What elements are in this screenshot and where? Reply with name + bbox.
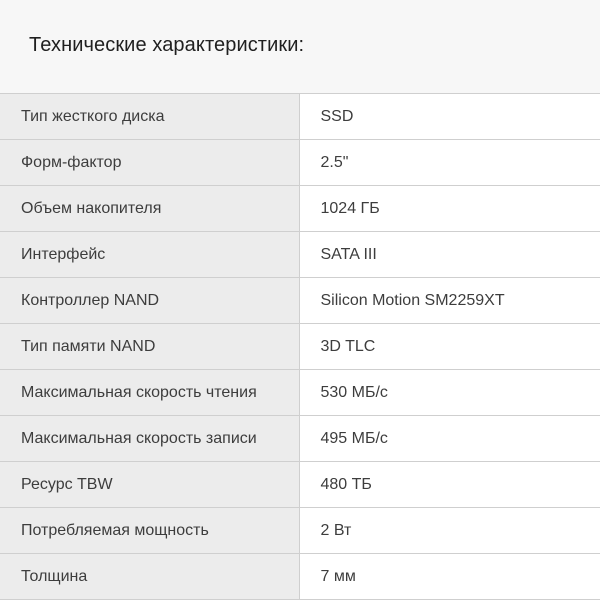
specifications-table xyxy=(0,93,600,600)
spec-row-capacity xyxy=(0,186,600,232)
spec-name: Толщина xyxy=(0,554,299,600)
spec-name: Ресурс TBW xyxy=(0,462,299,508)
spec-row-thickness xyxy=(0,554,600,600)
spec-name: Форм-фактор xyxy=(0,140,299,186)
spec-row-form-factor xyxy=(0,140,600,186)
spec-name: Максимальная скорость чтения xyxy=(0,370,299,416)
spec-value: 480 ТБ xyxy=(299,462,600,508)
spec-value: 1024 ГБ xyxy=(299,186,600,232)
spec-header xyxy=(0,0,600,93)
spec-row-memory-type xyxy=(0,324,600,370)
spec-name: Объем накопителя xyxy=(0,186,299,232)
spec-row-tbw xyxy=(0,462,600,508)
spec-name: Тип памяти NAND xyxy=(0,324,299,370)
spec-name: Тип жесткого диска xyxy=(0,94,299,140)
spec-value: Silicon Motion SM2259XT xyxy=(299,278,600,324)
spec-value: 7 мм xyxy=(299,554,600,600)
page-title: Технические характеристики: xyxy=(29,34,305,56)
spec-row-controller xyxy=(0,278,600,324)
spec-value: 3D TLC xyxy=(299,324,600,370)
spec-value: 495 МБ/с xyxy=(299,416,600,462)
spec-row-interface xyxy=(0,232,600,278)
spec-value: SATA III xyxy=(299,232,600,278)
spec-row-write-speed xyxy=(0,416,600,462)
spec-row-power xyxy=(0,508,600,554)
spec-name: Максимальная скорость записи xyxy=(0,416,299,462)
spec-value: SSD xyxy=(299,94,600,140)
spec-name: Контроллер NAND xyxy=(0,278,299,324)
spec-name: Интерфейс xyxy=(0,232,299,278)
spec-value: 2.5" xyxy=(299,140,600,186)
spec-name: Потребляемая мощность xyxy=(0,508,299,554)
spec-value: 2 Вт xyxy=(299,508,600,554)
spec-row-read-speed xyxy=(0,370,600,416)
spec-row-drive-type xyxy=(0,94,600,140)
spec-value: 530 МБ/с xyxy=(299,370,600,416)
